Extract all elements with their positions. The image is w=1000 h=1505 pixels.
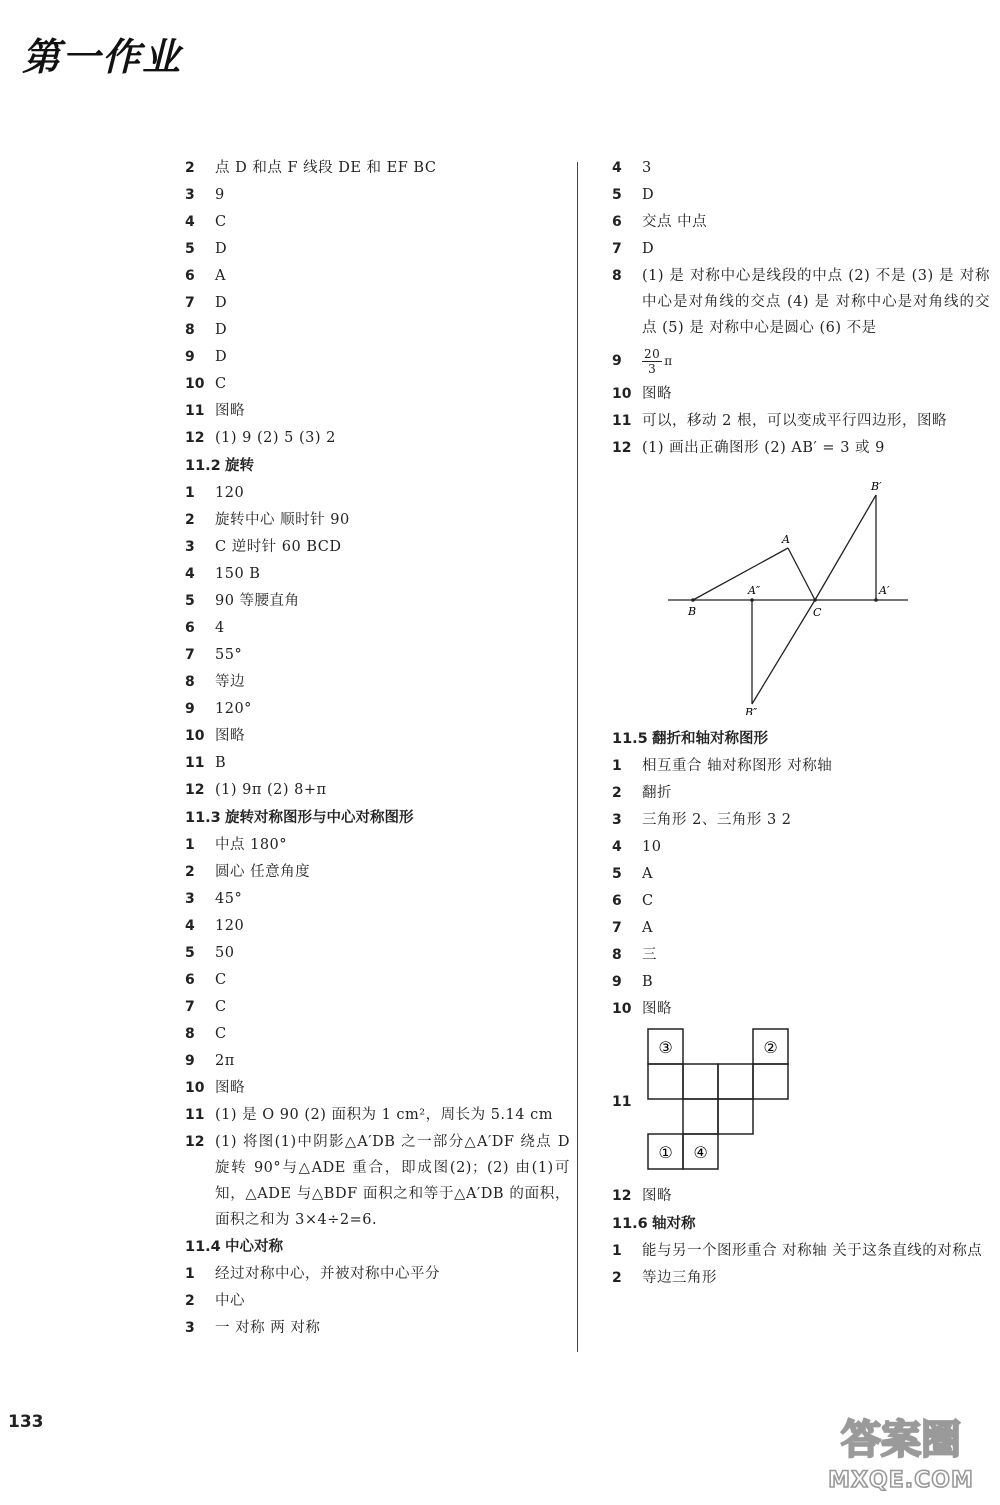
answer-text: 9	[215, 187, 225, 203]
label-A: A	[782, 533, 790, 546]
answer-row	[185, 344, 570, 371]
answer-text: (1) 将图(1)中阴影△A′DB 之一部分△A′DF 绕点 D 旋转 90°与△ADE 重合，即成图(2)；(2) 由(1)可知，△ADE 与△BDF 面积之和等于△A′DB 的面积，面积之和为 3×4÷2=6.	[215, 1134, 570, 1228]
answer-text: (1) 9 (2) 5 (3) 2	[215, 430, 336, 446]
grid-cell	[683, 1099, 718, 1134]
answer-number: 9	[612, 974, 622, 990]
label-B: B	[688, 605, 697, 618]
answer-row	[185, 534, 570, 561]
answer-row	[612, 780, 990, 807]
answer-number: 4	[185, 918, 195, 934]
answer-row	[185, 859, 570, 886]
section-number: 11.3	[185, 810, 221, 826]
answer-text: A	[642, 866, 653, 882]
section-number: 11.2	[185, 458, 221, 474]
answer-row	[185, 507, 570, 534]
answer-number: 9	[185, 701, 195, 717]
answer-text: 等边三角形	[642, 1270, 717, 1286]
answer-row	[185, 750, 570, 777]
label-A2: A″	[748, 584, 761, 597]
watermark-logo	[816, 1405, 986, 1495]
cell-label-1: ①	[658, 1143, 673, 1162]
answer-text: 图略	[642, 1188, 672, 1204]
answer-number: 6	[612, 893, 622, 909]
answer-number: 2	[612, 1270, 622, 1286]
page-number: 133	[8, 1412, 44, 1432]
answer-text: 150 B	[215, 566, 261, 582]
answer-number: 8	[612, 268, 622, 284]
cell-label-4: ④	[693, 1143, 708, 1162]
answer-number: 8	[185, 674, 195, 690]
answer-text: 翻折	[642, 785, 672, 801]
answer-number: 10	[185, 376, 205, 392]
grid-cell	[683, 1064, 718, 1099]
answer-text: 相互重合 轴对称图形 对称轴	[642, 758, 833, 774]
answer-row	[185, 1075, 570, 1102]
answer-text: (1) 画出正确图形 (2) AB′ = 3 或 9	[642, 440, 885, 456]
answer-row	[612, 996, 990, 1023]
answer-number: 10	[185, 728, 205, 744]
answer-number: 4	[185, 214, 195, 230]
section-title: 旋转	[225, 458, 254, 474]
answer-row	[185, 1021, 570, 1048]
answer-row	[612, 1238, 990, 1265]
section-heading	[612, 725, 990, 753]
answer-number: 9	[185, 1053, 195, 1069]
answer-text	[642, 341, 990, 381]
answer-number: 11	[185, 1107, 205, 1123]
answer-number: 10	[612, 386, 632, 402]
section-title: 中心对称	[225, 1239, 283, 1255]
answer-number: 2	[185, 512, 195, 528]
answer-row	[185, 371, 570, 398]
answer-text: 10	[642, 839, 662, 855]
answer-number: 5	[185, 241, 195, 257]
answer-row	[185, 209, 570, 236]
answer-number: 5	[185, 593, 195, 609]
segment-CB1	[815, 495, 876, 600]
answer-number: 2	[185, 1293, 195, 1309]
answer-number: 2	[185, 864, 195, 880]
answer-number: 6	[612, 214, 622, 230]
answer-row	[185, 832, 570, 859]
column-divider	[577, 162, 578, 1352]
answer-number: 1	[185, 837, 195, 853]
segment-AC	[788, 548, 815, 600]
answer-row	[612, 381, 990, 408]
answer-number: 5	[612, 866, 622, 882]
point-A1	[874, 598, 878, 602]
answer-number: 5	[185, 945, 195, 961]
answer-number: 2	[612, 785, 622, 801]
answer-text: 等边	[215, 674, 245, 690]
point-B	[691, 598, 695, 602]
answer-text: 中心	[215, 1293, 245, 1309]
answer-text: C 逆时针 60 BCD	[215, 539, 342, 555]
cell-label-2: ②	[763, 1038, 778, 1057]
label-A1: A′	[879, 584, 890, 597]
grid-cell	[648, 1064, 683, 1099]
grid-cell	[718, 1064, 753, 1099]
answer-text: B	[215, 755, 227, 771]
answer-text: 一 对称 两 对称	[215, 1320, 321, 1336]
answer-text: C	[215, 1026, 227, 1042]
pi-symbol: π	[664, 354, 673, 368]
net-grid-figure	[646, 1027, 796, 1177]
answer-text: 三	[642, 947, 657, 963]
answer-text: 图略	[215, 403, 245, 419]
answer-number: 3	[185, 891, 195, 907]
answer-number: 4	[612, 160, 622, 176]
label-C: C	[813, 606, 822, 619]
answer-row	[612, 861, 990, 888]
answer-number: 11	[185, 755, 205, 771]
answer-text: 图略	[642, 1001, 672, 1017]
answer-row-9	[612, 341, 990, 381]
answer-number: 7	[185, 999, 195, 1015]
answer-number: 1	[185, 1266, 195, 1282]
watermark-text-bottom: MXQE.COM	[828, 1468, 974, 1493]
answer-number: 7	[612, 241, 622, 257]
answer-number: 8	[185, 1026, 195, 1042]
answer-text: A	[215, 268, 226, 284]
answer-text: D	[215, 322, 228, 338]
answer-number: 10	[612, 1001, 632, 1017]
answer-text: C	[215, 972, 227, 988]
rotation-figure	[668, 470, 918, 715]
section-heading	[185, 452, 570, 480]
section-number: 11.6	[612, 1216, 648, 1232]
answer-row	[612, 435, 990, 462]
left-column	[185, 155, 570, 1342]
answer-number: 8	[185, 322, 195, 338]
answer-number: 1	[612, 758, 622, 774]
fraction	[642, 347, 662, 376]
label-B2: B″	[745, 706, 758, 715]
answer-number: 9	[185, 349, 195, 365]
point-A2	[750, 598, 754, 602]
right-answers-top	[612, 155, 990, 341]
answer-number: 3	[185, 539, 195, 555]
answer-row	[185, 398, 570, 425]
answer-row	[185, 588, 570, 615]
answer-text: 45°	[215, 891, 243, 907]
answer-text: A	[642, 920, 653, 936]
section-number: 11.4	[185, 1239, 221, 1255]
section-heading	[185, 1233, 570, 1261]
answer-row	[185, 480, 570, 507]
section-title: 翻折和轴对称图形	[652, 731, 768, 747]
section-heading	[612, 1210, 990, 1238]
answer-row	[612, 1265, 990, 1292]
answer-number: 12	[185, 782, 205, 798]
answer-row	[185, 317, 570, 344]
answer-row	[612, 915, 990, 942]
answer-number: 1	[185, 485, 195, 501]
right-answers-mid	[612, 381, 990, 462]
answer-row	[612, 942, 990, 969]
answer-number: 8	[612, 947, 622, 963]
denominator: 3	[648, 361, 657, 376]
answer-number: 4	[185, 566, 195, 582]
section-title: 轴对称	[652, 1216, 696, 1232]
answer-row	[612, 408, 990, 435]
numerator: 20	[644, 346, 661, 361]
answer-text: (1) 9π (2) 8+π	[215, 782, 327, 798]
watermark-text-top: 答案圈	[841, 1417, 961, 1463]
segment-BA	[693, 548, 788, 600]
answer-number: 12	[185, 1134, 205, 1150]
answer-row	[185, 886, 570, 913]
answer-text: C	[215, 999, 227, 1015]
answer-text: 图略	[215, 728, 245, 744]
answer-text: D	[642, 241, 655, 257]
answer-row	[185, 994, 570, 1021]
answer-row	[185, 723, 570, 750]
answer-text: 4	[215, 620, 225, 636]
answer-row	[185, 155, 570, 182]
answer-row	[185, 1288, 570, 1315]
grid-cell	[718, 1099, 753, 1134]
answer-row	[185, 182, 570, 209]
answer-row	[612, 236, 990, 263]
answer-text: B	[642, 974, 654, 990]
answer-number: 11	[612, 413, 632, 429]
answer-row	[185, 1129, 570, 1233]
answer-number: 11	[185, 403, 205, 419]
answer-text: 圆心 任意角度	[215, 864, 311, 880]
brand-logo: 第一作业	[22, 34, 183, 79]
answer-row	[185, 913, 570, 940]
answer-text: 120°	[215, 701, 252, 717]
answer-row	[612, 155, 990, 182]
answer-row	[185, 642, 570, 669]
answer-row	[185, 236, 570, 263]
segment-CB2	[752, 600, 815, 704]
answer-row	[612, 888, 990, 915]
answer-row	[612, 753, 990, 780]
answer-text: D	[642, 187, 655, 203]
answer-text: 2π	[215, 1053, 235, 1069]
answer-row	[612, 834, 990, 861]
grid-cell	[753, 1064, 788, 1099]
answer-text: C	[215, 214, 227, 230]
answer-number: 10	[185, 1080, 205, 1096]
answer-number: 1	[612, 1243, 622, 1259]
answer-text: 55°	[215, 647, 243, 663]
answer-number: 6	[185, 620, 195, 636]
answer-text: 可以，移动 2 根，可以变成平行四边形，图略	[642, 413, 947, 429]
section-title: 旋转对称图形与中心对称图形	[225, 810, 414, 826]
answer-number: 6	[185, 268, 195, 284]
answer-text: 中点 180°	[215, 837, 288, 853]
answer-row	[612, 209, 990, 236]
answer-text: 3	[642, 160, 652, 176]
answer-number: 7	[185, 647, 195, 663]
answer-text: 90 等腰直角	[215, 593, 300, 609]
answer-text: 三角形 2、三角形 3 2	[642, 812, 792, 828]
answer-row	[185, 290, 570, 317]
right-column	[612, 155, 990, 1292]
answer-row	[612, 263, 990, 341]
answer-row	[185, 1261, 570, 1288]
answer-row	[185, 1048, 570, 1075]
answer-row	[612, 1183, 990, 1210]
answer-number: 3	[185, 187, 195, 203]
answer-number: 12	[612, 440, 632, 456]
answer-number: 12	[185, 430, 205, 446]
answer-row	[185, 777, 570, 804]
answer-row	[185, 615, 570, 642]
answer-text: (1) 是 对称中心是线段的中点 (2) 不是 (3) 是 对称中心是对角线的交点 (4) 是 对称中心是对角线的交点 (5) 是 对称中心是圆心 (6) 不是	[642, 268, 990, 336]
right-answers-section-11-5	[612, 725, 990, 1023]
answer-text: C	[642, 893, 654, 909]
section-heading	[185, 804, 570, 832]
point-C	[813, 598, 817, 602]
answer-number: 12	[612, 1188, 632, 1204]
answer-row	[612, 182, 990, 209]
answer-row	[185, 669, 570, 696]
answer-text: D	[215, 241, 228, 257]
answer-row	[185, 696, 570, 723]
answer-text: (1) 是 O 90 (2) 面积为 1 cm²，周长为 5.14 cm	[215, 1107, 553, 1123]
answer-row-11-grid	[612, 1027, 990, 1177]
answer-text: 50	[215, 945, 235, 961]
section-number: 11.5	[612, 731, 648, 747]
answer-row	[185, 1315, 570, 1342]
answer-text: 旋转中心 顺时针 90	[215, 512, 350, 528]
answer-row	[185, 263, 570, 290]
answer-number: 3	[612, 812, 622, 828]
label-B1: B′	[871, 480, 882, 493]
answer-text: D	[215, 295, 228, 311]
answer-row	[185, 967, 570, 994]
answer-row	[185, 940, 570, 967]
answer-row	[185, 1102, 570, 1129]
answer-text: 经过对称中心，并被对称中心平分	[215, 1266, 440, 1282]
answer-text: D	[215, 349, 228, 365]
answer-number: 7	[185, 295, 195, 311]
answer-row	[185, 561, 570, 588]
answer-number: 4	[612, 839, 622, 855]
answer-text: 图略	[215, 1080, 245, 1096]
answer-text: 能与另一个图形重合 对称轴 关于这条直线的对称点	[642, 1243, 983, 1259]
answer-text: 交点 中点	[642, 214, 708, 230]
answer-number: 6	[185, 972, 195, 988]
answer-number: 2	[185, 160, 195, 176]
answer-number: 3	[185, 1320, 195, 1336]
answer-row	[185, 425, 570, 452]
right-answers-bottom	[612, 1183, 990, 1292]
answer-number: 5	[612, 187, 622, 203]
answer-number: 9	[612, 353, 622, 369]
answer-text: C	[215, 376, 227, 392]
answer-text: 点 D 和点 F 线段 DE 和 EF BC	[215, 160, 437, 176]
answer-row	[612, 807, 990, 834]
answer-text: 120	[215, 485, 245, 501]
answer-text: 图略	[642, 386, 672, 402]
cell-label-3: ③	[658, 1038, 673, 1057]
answer-number: 7	[612, 920, 622, 936]
answer-number: 11	[612, 1094, 632, 1110]
answer-row	[612, 969, 990, 996]
answer-text: 120	[215, 918, 245, 934]
